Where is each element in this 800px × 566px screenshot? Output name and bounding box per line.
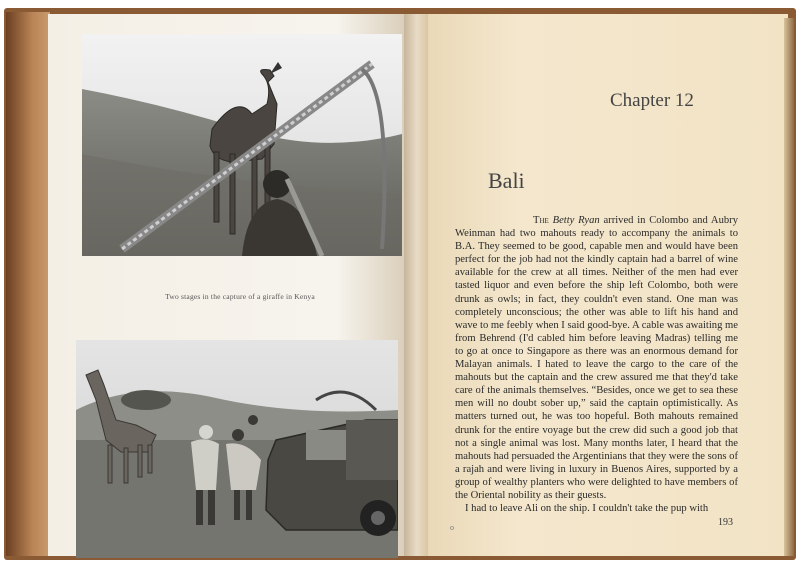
chapter-title: Bali xyxy=(488,168,525,193)
paragraph-2: I had to leave Ali on the ship. I couldn't take the pup with xyxy=(465,503,709,515)
lead-words: The xyxy=(533,215,549,226)
right-page-edges xyxy=(784,18,794,556)
signature-mark: o xyxy=(450,523,454,532)
chapter-label: Chapter 12 xyxy=(610,90,694,111)
left-page-edges xyxy=(6,12,50,556)
page-number: 193 xyxy=(718,517,733,528)
ship-name: Betty Ryan xyxy=(552,215,600,226)
paragraph-1 xyxy=(455,214,738,502)
photo-caption: Two stages in the capture of a giraffe in Kenya xyxy=(165,292,315,301)
paragraph-1-text: arrived in Colombo and Aubry Weinman had two mahouts ready to accompany the animals to B.A. They seemed to be good, capable men and would have been perfect for the job had not the kindly captain had a barrel of wine available for the crew at all times. Neither of the men had ever tasted liquor and even before the ship left Colombo, both were drunk as owls; in fact, they couldn't even stand. One man was completely unconscious; the other was able to lift his hand and wave to me feebly when I said good-bye. A cable was awaiting me from Behrend (I'd cabled him before leaving Madras) telling me to go at once to Singapore as there was an enormous demand for Malayan animals. I hated to leave the cargo to the care of the mahouts but the captain and the crew assured me that they'd take care of the animals themselves. “Besides, once we get to sea these men will no doubt sober up,” said the captain optimistically. As matters turned out, he was too hopeful. Both mahouts remained drunk for the entire voyage but the crew did such a good job that not a single animal was lost. Many months later, I heard that the mahouts had persuaded the Argentinians that they were the sons of a rajah and were living in luxury in Buenos Aires, supported by a group of wealthy planters who were delighted to have members of the Oriental nobility as their guests. xyxy=(455,215,738,501)
giraffe-photo-bottom xyxy=(76,340,398,558)
giraffe-photo-top xyxy=(82,34,402,256)
chapter-body xyxy=(455,214,738,515)
book-gutter xyxy=(404,14,430,556)
